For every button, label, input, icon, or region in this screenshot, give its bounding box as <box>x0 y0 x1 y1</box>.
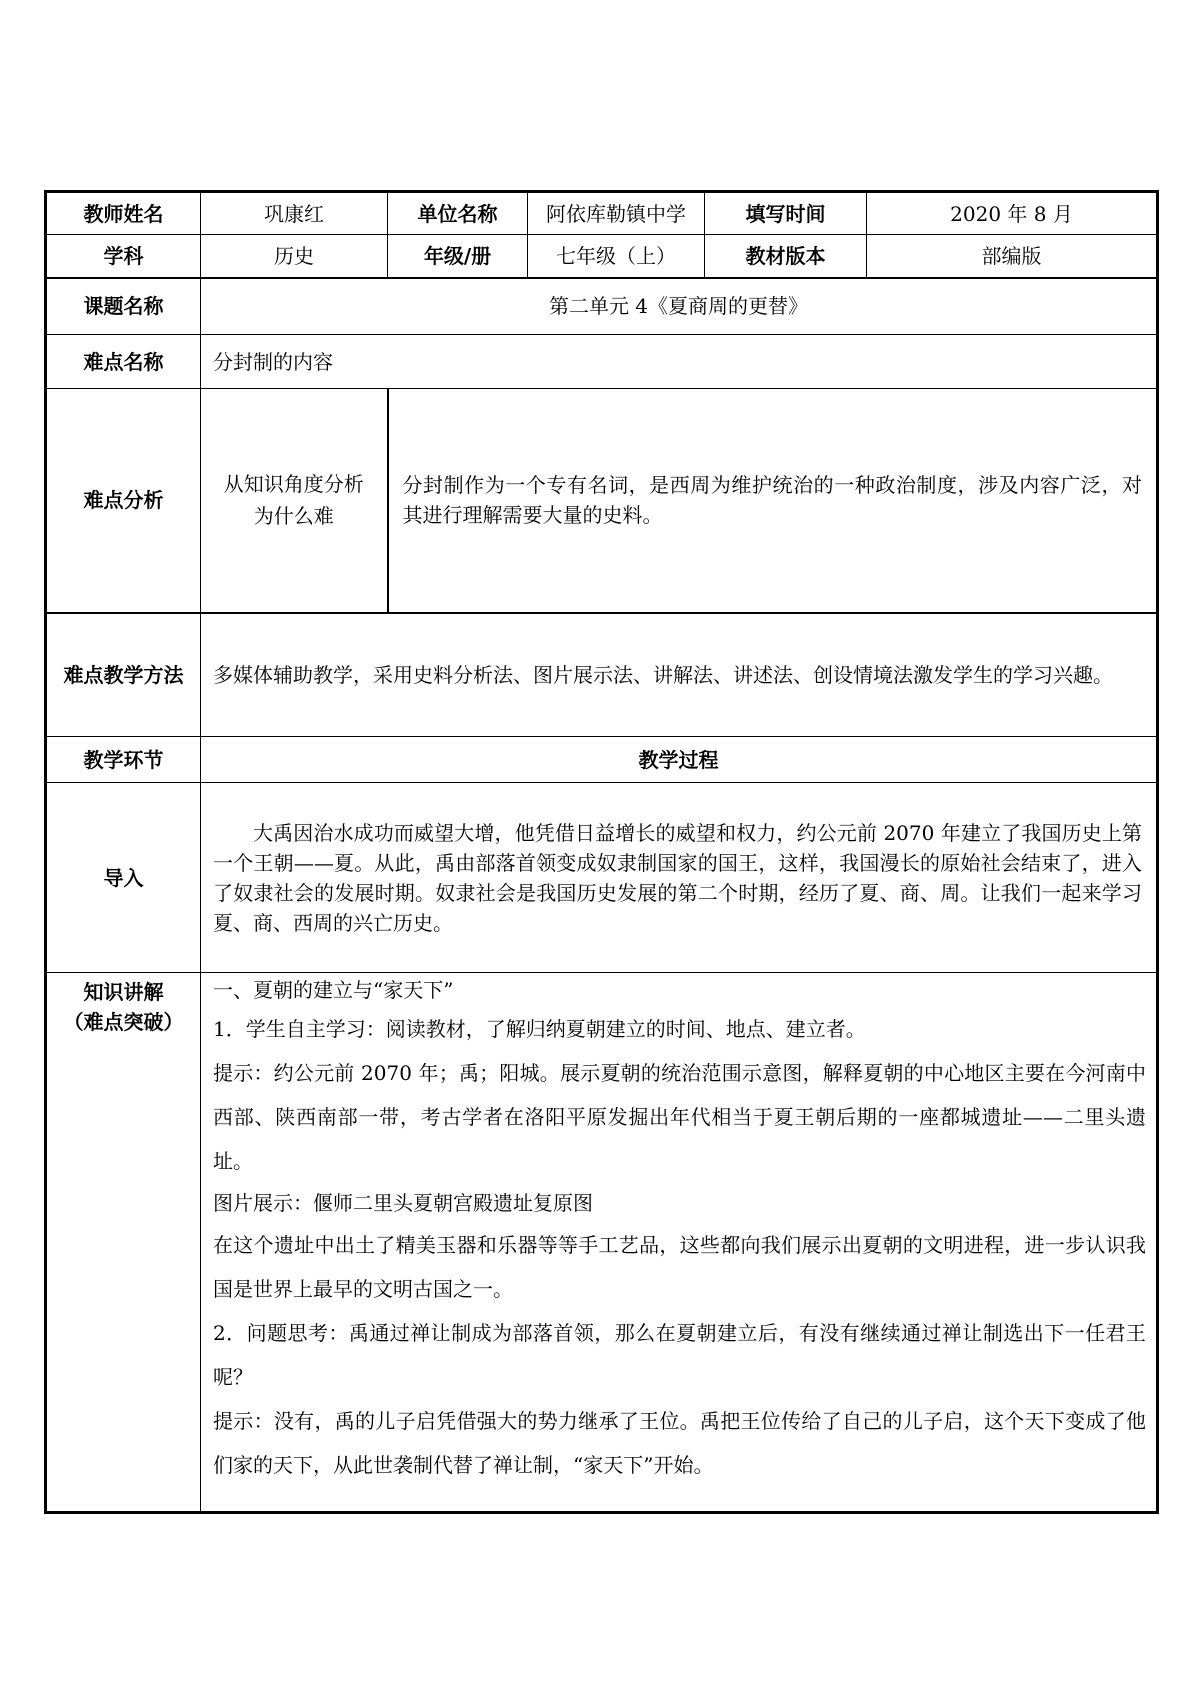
intro-value <box>201 783 1158 973</box>
edition-value: 部编版 <box>867 235 1158 278</box>
difficulty-row <box>46 335 1158 389</box>
teacher-name-value: 巩康红 <box>201 192 388 235</box>
method-value: 多媒体辅助教学，采用史料分析法、图片展示法、讲解法、讲述法、创设情境法激发学生的学习兴趣。 <box>201 613 1158 737</box>
analysis-label: 难点分析 <box>46 389 201 613</box>
fill-date-value: 2020 年 8 月 <box>867 192 1158 235</box>
knowledge-paragraph: 图片展示：偃师二里头夏朝宫殿遗址复原图 <box>213 1191 593 1215</box>
method-row <box>46 613 1158 737</box>
unit-name-label: 单位名称 <box>388 192 528 235</box>
knowledge-paragraph: 在这个遗址中出土了精美玉器和乐器等等手工艺品，这些都向我们展示出夏朝的文明进程，进一步认识我国是世界上最早的文明古国之一。 <box>213 1233 1146 1301</box>
process-title: 教学过程 <box>201 737 1158 783</box>
knowledge-paragraph: 2．问题思考：禹通过禅让制成为部落首领，那么在夏朝建立后，有没有继续通过禅让制选出下一任君王呢？ <box>213 1321 1146 1389</box>
topic-label: 课题名称 <box>46 278 201 335</box>
knowledge-paragraph: 提示：没有，禹的儿子启凭借强大的势力继承了王位。禹把王位传给了自己的儿子启，这个天下变成了他们家的天下，从此世袭制代替了禅让制，“家天下”开始。 <box>213 1409 1146 1477</box>
method-label: 难点教学方法 <box>46 613 201 737</box>
process-step-label: 教学环节 <box>46 737 201 783</box>
analysis-value: 分封制作为一个专有名词，是西周为维护统治的一种政治制度，涉及内容广泛，对其进行理解需要大量的史料。 <box>388 389 1158 613</box>
subject-label: 学科 <box>46 235 201 278</box>
knowledge-content <box>201 973 1158 1513</box>
difficulty-value: 分封制的内容 <box>201 335 1158 389</box>
fill-date-label: 填写时间 <box>705 192 867 235</box>
analysis-row <box>46 389 1158 613</box>
teacher-name-label: 教师姓名 <box>46 192 201 235</box>
intro-row <box>46 783 1158 973</box>
lesson-plan-table <box>44 190 1159 1514</box>
knowledge-label-line1: 知识讲解 <box>83 980 164 1004</box>
intro-text: 大禹因治水成功而威望大增，他凭借日益增长的威望和权力，约公元前 2070 年建立了我国历史上第一个王朝——夏。从此，禹由部落首领变成奴隶制国家的国王，这样，我国漫长的原始社会结束了，进入了奴隶社会的发展时期。奴隶社会是我国历史发展的第二个时期，经历了夏、商、周。让我们一起来学习夏、商、西周的兴亡历史。 <box>213 820 1142 935</box>
grade-label: 年级/册 <box>388 235 528 278</box>
knowledge-heading: 一、夏朝的建立与“家天下” <box>213 978 454 1002</box>
header-row-2 <box>46 235 1158 278</box>
grade-value: 七年级（上） <box>528 235 705 278</box>
knowledge-paragraph: 1．学生自主学习：阅读教材，了解归纳夏朝建立的时间、地点、建立者。 <box>213 1017 866 1041</box>
knowledge-label-line2: （难点突破） <box>63 1010 184 1034</box>
knowledge-row <box>46 973 1158 1513</box>
process-header-row <box>46 737 1158 783</box>
header-row-1 <box>46 192 1158 235</box>
unit-name-value: 阿依库勒镇中学 <box>528 192 705 235</box>
topic-row <box>46 278 1158 335</box>
edition-label: 教材版本 <box>705 235 867 278</box>
intro-label: 导入 <box>46 783 201 973</box>
difficulty-label: 难点名称 <box>46 335 201 389</box>
knowledge-label <box>46 973 201 1513</box>
topic-value: 第二单元 4《夏商周的更替》 <box>201 278 1158 335</box>
subject-value: 历史 <box>201 235 388 278</box>
analysis-sub-label: 从知识角度分析为什么难 <box>201 389 388 613</box>
knowledge-paragraph: 提示：约公元前 2070 年；禹；阳城。展示夏朝的统治范围示意图，解释夏朝的中心地区主要在今河南中西部、陕西南部一带，考古学者在洛阳平原发掘出年代相当于夏王朝后期的一座都城遗址——二里头遗址。 <box>213 1061 1146 1173</box>
